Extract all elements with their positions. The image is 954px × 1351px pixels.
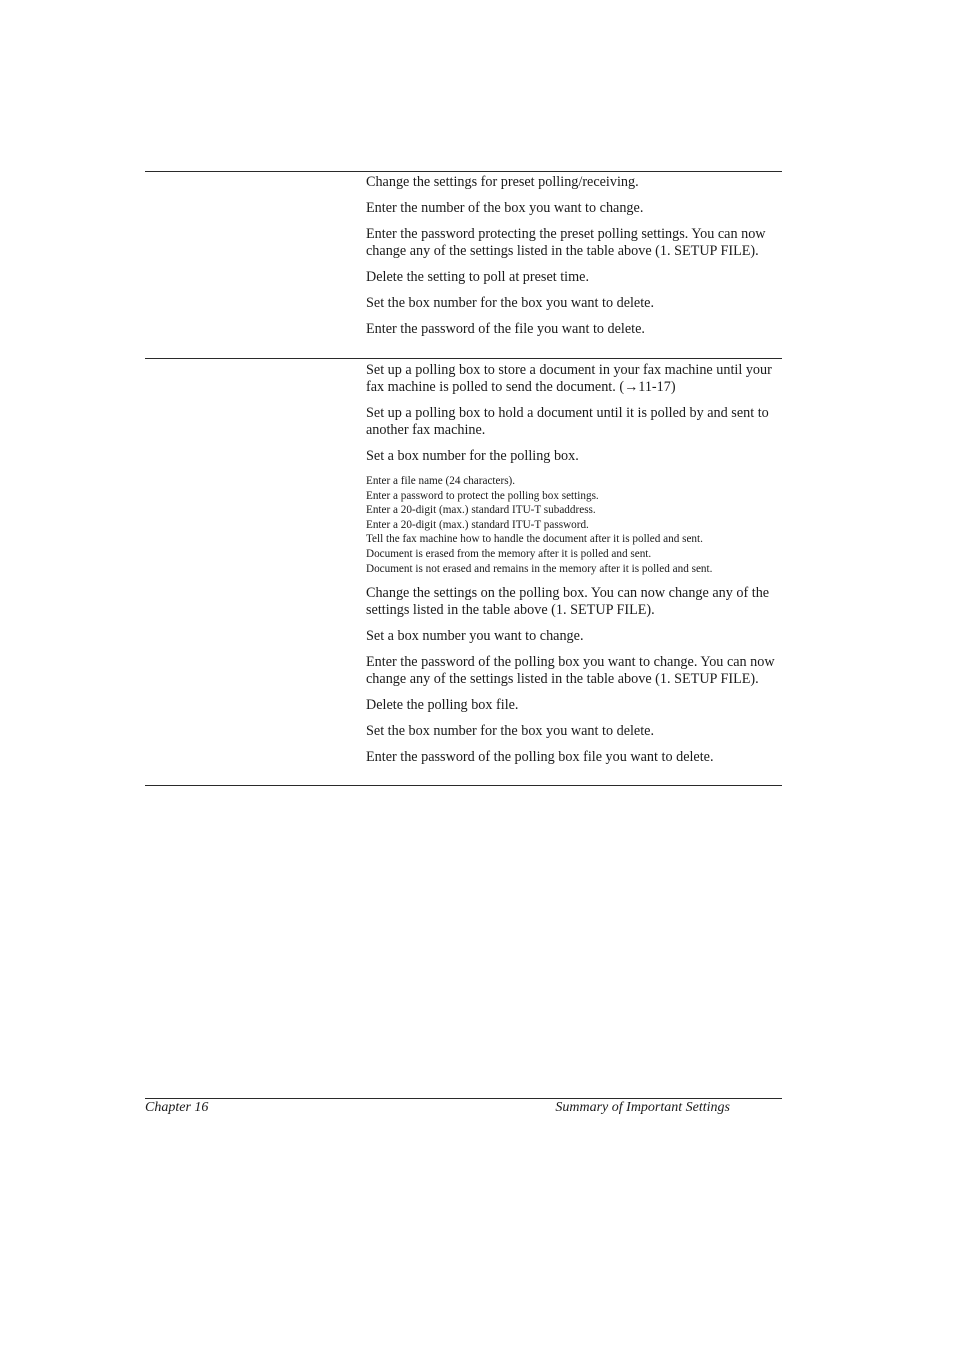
description-text: Change the settings on the polling box. You can now change any of the settings listed in the table above (1. SETUP FILE). (366, 585, 770, 619)
description-text: Enter the password protecting the preset polling settings. You can now change any of the settings listed in the table above (1. SETUP FILE). (366, 226, 766, 259)
description-text: Set a box number you want to change. (366, 628, 584, 645)
option-text: Document is not erased and remains in the memory after it is polled and sent. (366, 562, 713, 575)
option-text: Enter a password to protect the polling box settings. (366, 489, 599, 502)
table-bottom-rule (145, 785, 782, 786)
option-text: Enter a 20-digit (max.) standard ITU-T password. (366, 518, 589, 531)
description-text: Delete the polling box file. (366, 697, 519, 714)
preset-polling-section (366, 174, 782, 347)
description-text: Enter the password of the polling box file you want to delete. (366, 749, 714, 766)
setup-options-list (366, 474, 782, 576)
option-text: Tell the fax machine how to handle the document after it is polled and sent. (366, 533, 703, 546)
description-text: Change the settings for preset polling/receiving. (366, 174, 639, 190)
description-text: Enter the password of the polling box you want to change. You can now change any of the settings listed in the table above (1. SETUP FILE). (366, 654, 775, 688)
table-section-divider (145, 358, 782, 359)
description-text: Enter the number of the box you want to change. (366, 200, 644, 216)
polling-box-section (366, 362, 782, 775)
option-text: Document is erased from the memory after it is polled and sent. (366, 547, 652, 560)
description-text: Set up a polling box to store a document in your fax machine until your fax machine is polled to send the document. (→11-17) (366, 362, 772, 395)
option-text: Enter a 20-digit (max.) standard ITU-T subaddress. (366, 504, 596, 517)
footer-chapter: Chapter 16 (145, 1100, 209, 1115)
description-text: Set the box number for the box you want to delete. (366, 295, 655, 311)
description-text: Delete the setting to poll at preset time. (366, 269, 589, 285)
table-top-rule (145, 171, 782, 172)
description-text: Set the box number for the box you want to delete. (366, 723, 655, 740)
description-text: Enter the password of the file you want to delete. (366, 321, 645, 337)
option-text: Enter a file name (24 characters). (366, 475, 516, 487)
footer-title: Summary of Important Settings (555, 1100, 730, 1115)
description-text: Set up a polling box to hold a document until it is polled by and sent to another fax machine. (366, 405, 769, 438)
description-text: Set a box number for the polling box. (366, 448, 579, 464)
